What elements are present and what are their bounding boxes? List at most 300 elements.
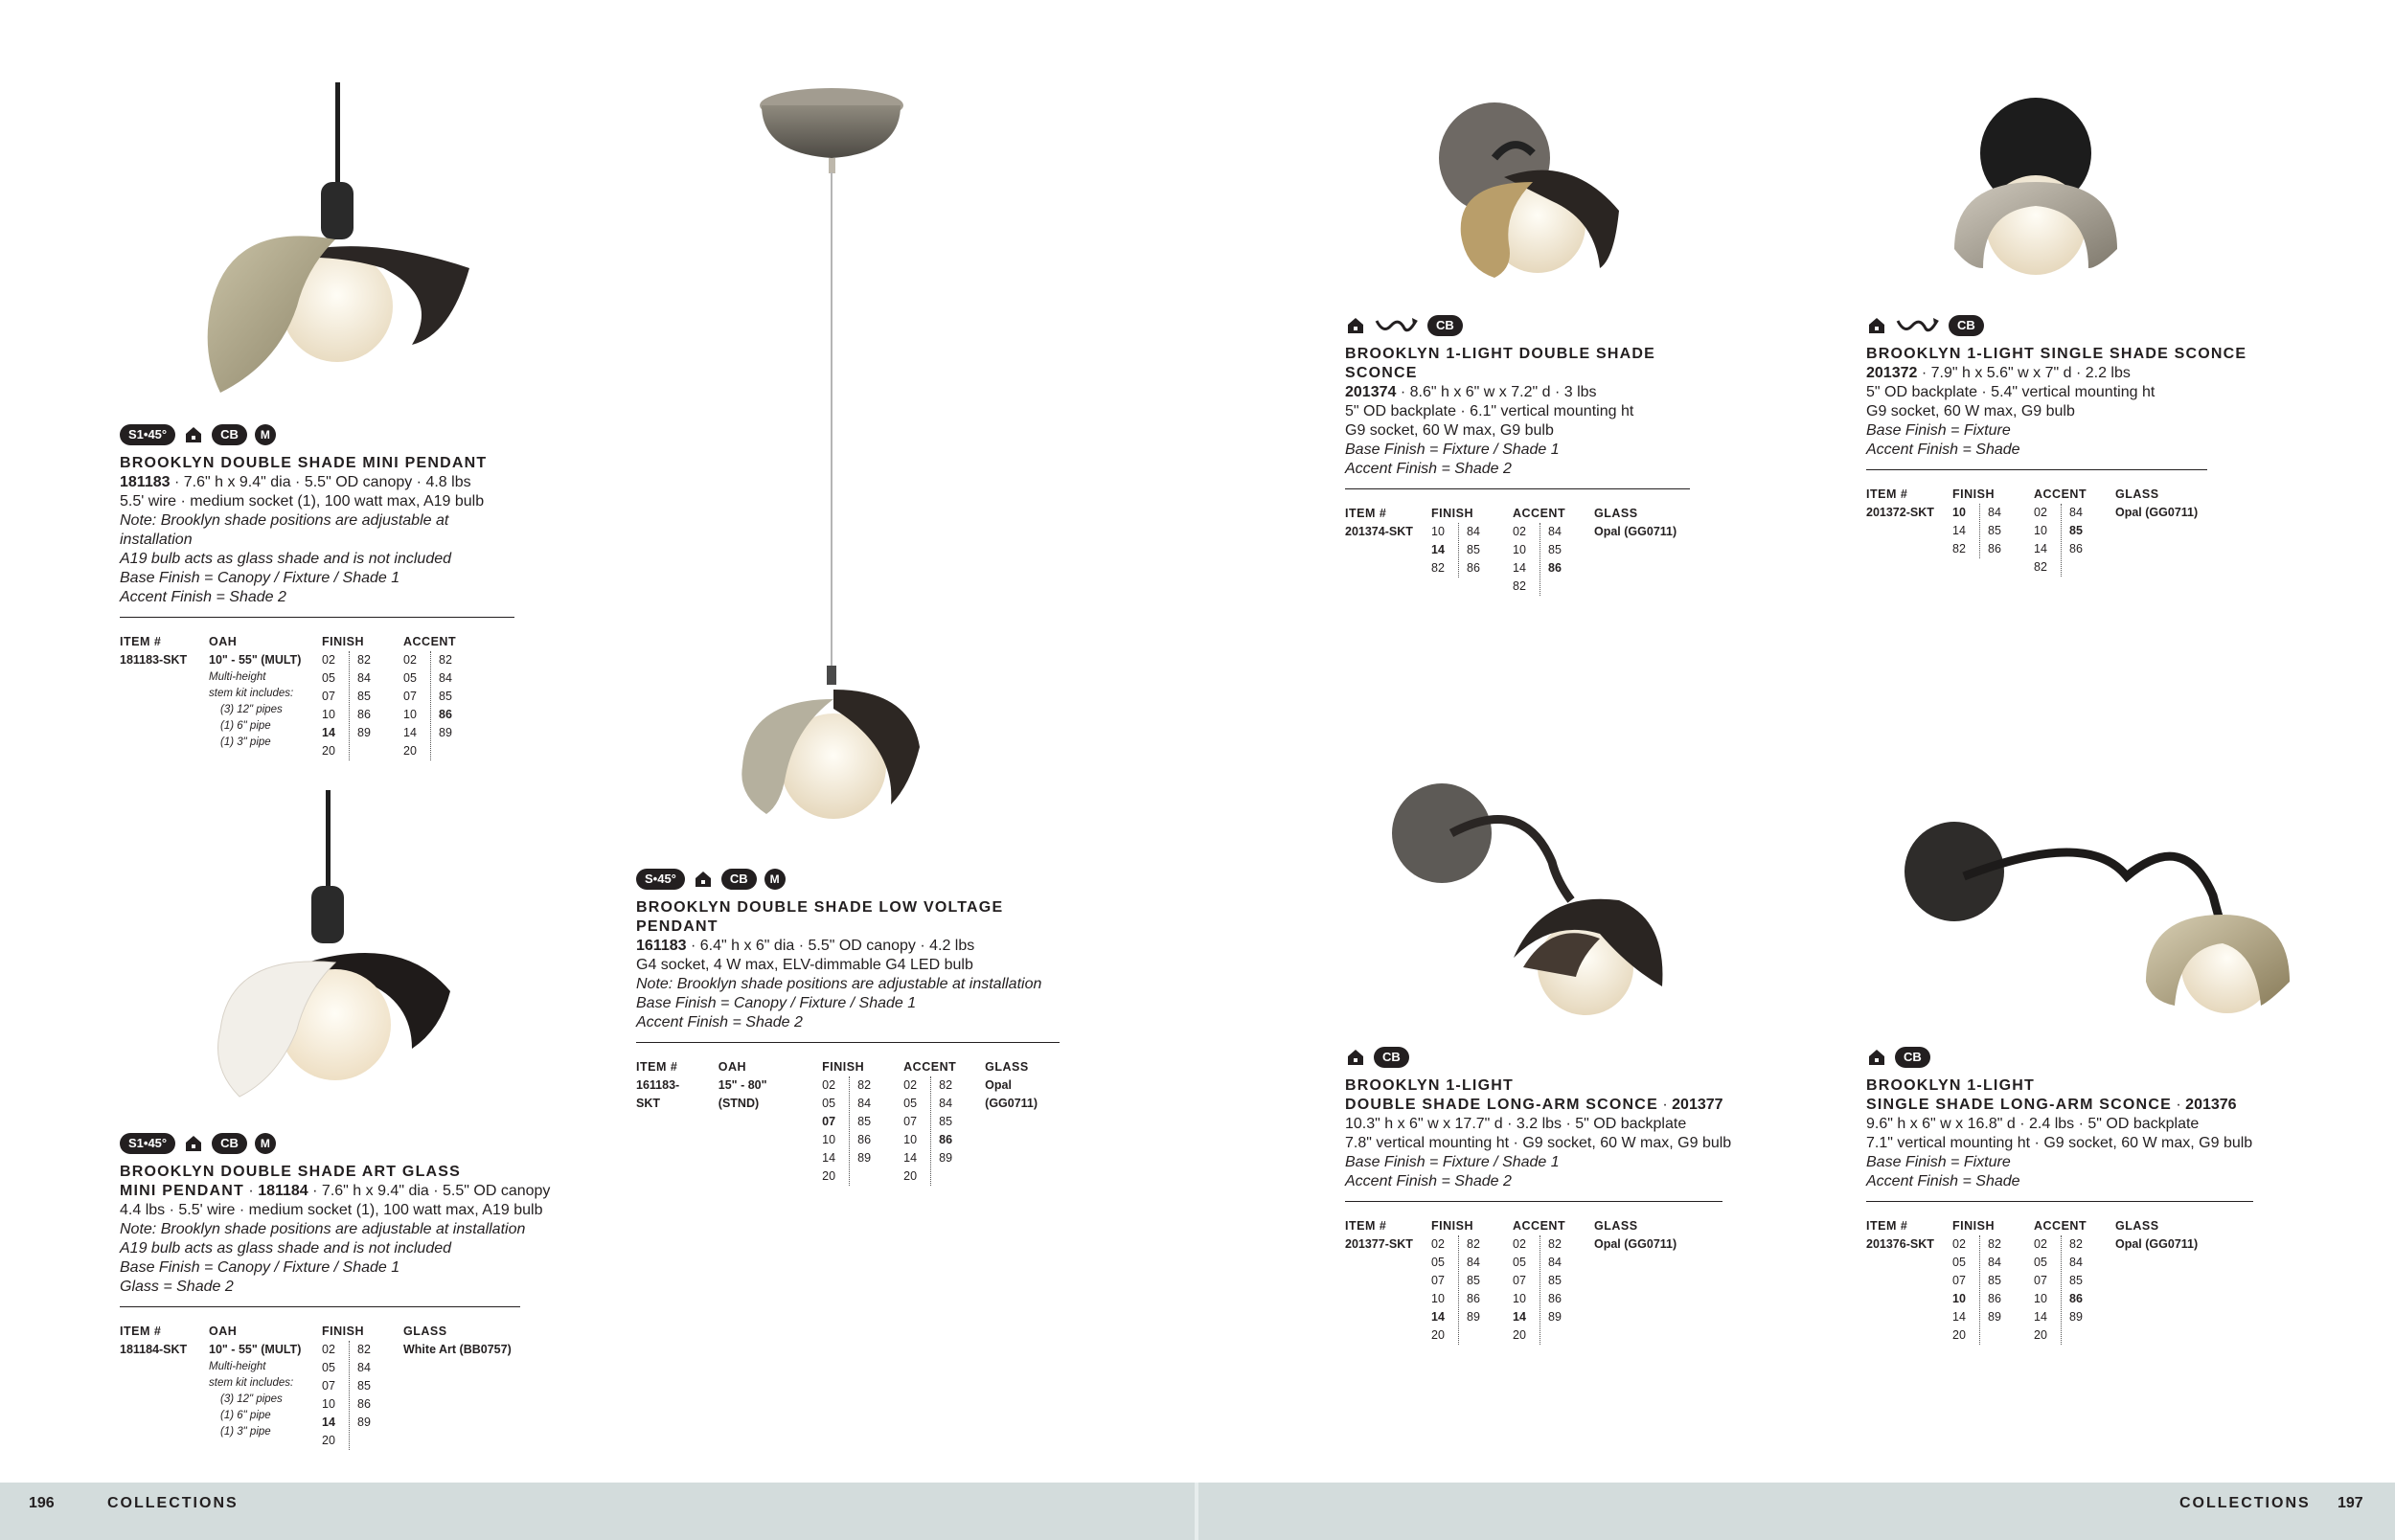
code: 89 <box>439 726 452 739</box>
feature-icons <box>636 868 1077 891</box>
feature-icons <box>1866 314 2249 337</box>
slope-badge: S1•45° <box>120 424 175 445</box>
code: 14 <box>1431 543 1445 556</box>
divider <box>120 617 514 618</box>
header-item: ITEM # <box>1866 487 1908 501</box>
code: 02 <box>1513 1237 1526 1251</box>
accent-col-b <box>2061 504 2098 577</box>
code: 05 <box>2034 1256 2047 1269</box>
accent-col-b <box>1540 523 1577 596</box>
oah-value: 15" - 80" (STND) <box>718 1078 767 1110</box>
cb-badge: CB <box>1427 315 1463 336</box>
dimensions: · 6.4" h x 6" dia · 5.5" OD canopy · 4.2 lbs <box>686 938 975 954</box>
wire-socket: 4.4 lbs · 5.5' wire · medium socket (1), 100 watt max, A19 bulb <box>120 1202 543 1218</box>
code: 20 <box>403 744 417 758</box>
code: 05 <box>1431 1256 1445 1269</box>
slope-badge: S•45° <box>636 869 685 890</box>
oah-note: (3) 12" pipes <box>220 704 283 715</box>
code: 20 <box>2034 1328 2047 1342</box>
header-accent: ACCENT <box>1513 507 1566 520</box>
code: 84 <box>1467 525 1480 538</box>
code: 02 <box>403 653 417 667</box>
header-accent: ACCENT <box>2034 487 2087 501</box>
code: 86 <box>1988 542 2001 555</box>
m-badge: M <box>255 1133 276 1154</box>
page-number-right: 197 <box>2338 1495 2363 1511</box>
code: 82 <box>357 653 371 667</box>
header-finish: FINISH <box>1952 487 1995 501</box>
code: 14 <box>2034 542 2047 555</box>
glass-finish: Glass = Shade 2 <box>120 1279 234 1295</box>
header-oah: OAH <box>209 635 238 648</box>
house-icon <box>1345 1047 1366 1068</box>
note: Note: Brooklyn shade positions are adjustable at installation <box>636 976 1042 992</box>
long-arm-single-sconce-photo <box>1897 809 2299 1030</box>
accent-codes <box>903 1076 968 1186</box>
code: 20 <box>322 744 335 758</box>
finish-col-b <box>1458 1235 1495 1345</box>
finish-codes <box>322 1341 386 1450</box>
code: 84 <box>1467 1256 1480 1269</box>
product-title-2: DOUBLE SHADE LONG-ARM SCONCE <box>1345 1097 1658 1113</box>
wave-icon <box>1895 315 1941 336</box>
accent-codes <box>2034 1235 2098 1345</box>
code: 14 <box>1431 1310 1445 1324</box>
cb-badge: CB <box>1895 1047 1930 1068</box>
section-label-left: COLLECTIONS <box>107 1495 239 1511</box>
mounting-socket: 7.1" vertical mounting ht · G9 socket, 60 W max, G9 bulb <box>1866 1135 2253 1151</box>
double-shade-sconce-photo <box>1437 77 1629 297</box>
item-number: 201372 <box>1866 365 1918 381</box>
feature-icons <box>1345 314 1728 337</box>
base-finish: Base Finish = Fixture / Shade 1 <box>1345 1154 1560 1170</box>
base-finish: Base Finish = Fixture <box>1866 1154 2011 1170</box>
code: 10 <box>1513 543 1526 556</box>
code: 86 <box>2069 1292 2083 1305</box>
finish-col-b <box>849 1076 886 1186</box>
socket: G9 socket, 60 W max, G9 bulb <box>1345 422 1554 439</box>
glass-value: Opal (GG0711) <box>2115 506 2199 519</box>
code: 10 <box>1431 1292 1445 1305</box>
dimensions: · 7.6" h x 9.4" dia · 5.5" OD canopy · 4.8 lbs <box>170 474 471 490</box>
spec-table <box>1866 486 2249 577</box>
code: 85 <box>439 690 452 703</box>
header-finish: FINISH <box>1431 1219 1473 1233</box>
header-glass: GLASS <box>1594 507 1638 520</box>
code: 10 <box>322 708 335 721</box>
product-spec <box>1866 364 2249 383</box>
code: 85 <box>1467 1274 1480 1287</box>
oah-note: Multi-height <box>209 1361 266 1372</box>
finish-col-b <box>349 651 386 760</box>
code: 07 <box>403 690 417 703</box>
header-finish: FINISH <box>322 1325 364 1338</box>
spec-table <box>1345 505 1728 596</box>
base-finish: Base Finish = Canopy / Fixture / Shade 1 <box>120 1259 400 1276</box>
product-161183 <box>636 868 1077 1186</box>
code: 14 <box>822 1151 836 1165</box>
header-item: ITEM # <box>636 1060 678 1074</box>
accent-finish: Accent Finish = Shade 2 <box>636 1014 803 1030</box>
header-glass: GLASS <box>985 1060 1029 1074</box>
oah-note: stem kit includes: <box>209 1377 294 1389</box>
dimensions: 10.3" h x 6" w x 17.7" d · 3.2 lbs · 5" OD backplate <box>1345 1116 1687 1132</box>
feature-icons <box>1866 1046 2269 1069</box>
code: 02 <box>903 1078 918 1092</box>
finish-col-b <box>1979 1235 2017 1345</box>
code: 14 <box>903 1151 918 1165</box>
code: 84 <box>1548 1256 1562 1269</box>
product-spec <box>636 937 1077 956</box>
divider <box>1345 488 1690 489</box>
glass-value: Opal (GG0711) <box>985 1078 1038 1110</box>
code: 86 <box>939 1133 953 1146</box>
code: 07 <box>903 1115 918 1128</box>
spec-table <box>1345 1217 1747 1345</box>
code: 02 <box>2034 506 2047 519</box>
code: 86 <box>1467 561 1480 575</box>
accent-col-a <box>2034 504 2061 577</box>
sku: 201372-SKT <box>1866 506 1934 519</box>
divider <box>1345 1201 1722 1202</box>
code: 14 <box>322 1415 335 1429</box>
code: 89 <box>1467 1310 1480 1324</box>
sku: 201377-SKT <box>1345 1237 1413 1251</box>
code: 89 <box>857 1151 872 1165</box>
code: 86 <box>1548 561 1562 575</box>
code: 85 <box>1548 543 1562 556</box>
code: 82 <box>1988 1237 2001 1251</box>
code: 07 <box>322 690 335 703</box>
accent-finish: Accent Finish = Shade <box>1866 1173 2020 1189</box>
feature-icons <box>120 423 522 446</box>
accent-finish: Accent Finish = Shade <box>1866 442 2020 458</box>
backplate: 5" OD backplate · 5.4" vertical mounting ht <box>1866 384 2156 400</box>
oah-value: 10" - 55" (MULT) <box>209 1343 302 1356</box>
product-title-2: SINGLE SHADE LONG-ARM SCONCE <box>1866 1097 2172 1113</box>
code: 10 <box>2034 1292 2047 1305</box>
oah-note: (3) 12" pipes <box>220 1393 283 1405</box>
code: 20 <box>903 1169 918 1183</box>
sku: 181184-SKT <box>120 1343 188 1356</box>
code: 86 <box>2069 542 2083 555</box>
code: 20 <box>322 1434 335 1447</box>
header-item: ITEM # <box>1345 507 1387 520</box>
code: 10 <box>903 1133 918 1146</box>
cb-badge: CB <box>212 1133 247 1154</box>
accent-codes <box>1513 1235 1577 1345</box>
accent-finish: Accent Finish = Shade 2 <box>120 589 286 605</box>
house-icon <box>1866 315 1887 336</box>
accent-col-b <box>1540 1235 1577 1345</box>
code: 86 <box>357 708 371 721</box>
product-181183 <box>120 423 522 760</box>
code: 10 <box>1513 1292 1526 1305</box>
header-finish: FINISH <box>1952 1219 1995 1233</box>
base-finish: Base Finish = Canopy / Fixture / Shade 1 <box>120 570 400 586</box>
sku: 201376-SKT <box>1866 1237 1934 1251</box>
header-glass: GLASS <box>2115 487 2159 501</box>
glass-value: Opal (GG0711) <box>1594 1237 1677 1251</box>
code: 02 <box>322 653 335 667</box>
accent-col-a <box>903 1076 930 1186</box>
header-glass: GLASS <box>1594 1219 1638 1233</box>
code: 05 <box>1513 1256 1526 1269</box>
accent-col-b <box>930 1076 968 1186</box>
code: 84 <box>357 1361 371 1374</box>
code: 05 <box>822 1097 836 1110</box>
code: 86 <box>357 1397 371 1411</box>
code: 14 <box>403 726 417 739</box>
sku: 161183-SKT <box>636 1078 680 1110</box>
header-finish: FINISH <box>822 1060 865 1074</box>
header-oah: OAH <box>209 1325 238 1338</box>
item-number: 181184 <box>258 1183 308 1199</box>
code: 86 <box>439 708 452 721</box>
finish-col-a <box>1952 1235 1979 1345</box>
code: 14 <box>1513 561 1526 575</box>
product-title: BROOKLYN DOUBLE SHADE MINI PENDANT <box>120 455 488 471</box>
cb-badge: CB <box>1949 315 1984 336</box>
code: 84 <box>439 671 452 685</box>
accent-finish: Accent Finish = Shade 2 <box>1345 461 1512 477</box>
code: 05 <box>903 1097 918 1110</box>
code: 84 <box>2069 506 2083 519</box>
code: 84 <box>939 1097 953 1110</box>
code: 85 <box>1988 524 2001 537</box>
oah-note: (1) 3" pipe <box>220 736 271 748</box>
code: 85 <box>357 1379 371 1393</box>
product-title: BROOKLYN 1-LIGHT SINGLE SHADE SCONCE <box>1866 346 2247 362</box>
product-title: BROOKLYN 1-LIGHT <box>1345 1077 1514 1094</box>
code: 85 <box>1988 1274 2001 1287</box>
accent-col-a <box>403 651 430 760</box>
code: 82 <box>1513 579 1526 593</box>
header-item: ITEM # <box>120 1325 162 1338</box>
accent-col-a <box>1513 523 1540 596</box>
code: 10 <box>2034 524 2047 537</box>
spec-table <box>1866 1217 2269 1345</box>
header-accent: ACCENT <box>403 635 457 648</box>
code: 10 <box>403 708 417 721</box>
code: 84 <box>357 671 371 685</box>
code: 14 <box>322 726 335 739</box>
dimensions: · 7.9" h x 5.6" w x 7" d · 2.2 lbs <box>1917 365 2131 381</box>
code: 10 <box>1431 525 1445 538</box>
accent-col-b <box>2061 1235 2098 1345</box>
finish-col-b <box>1458 523 1495 578</box>
code: 89 <box>1988 1310 2001 1324</box>
code: 82 <box>1467 1237 1480 1251</box>
code: 85 <box>2069 524 2083 537</box>
finish-col-a <box>322 651 349 760</box>
code: 14 <box>2034 1310 2047 1324</box>
product-201377 <box>1345 1046 1747 1345</box>
finish-codes <box>1952 504 2017 558</box>
code: 10 <box>822 1133 836 1146</box>
code: 07 <box>1513 1274 1526 1287</box>
accent-finish: Accent Finish = Shade 2 <box>1345 1173 1512 1189</box>
code: 14 <box>1952 524 1966 537</box>
accent-col-a <box>1513 1235 1540 1345</box>
code: 20 <box>1431 1328 1445 1342</box>
note: Note: Brooklyn shade positions are adjustable at installation <box>120 512 449 548</box>
page-number-left: 196 <box>29 1495 55 1511</box>
code: 05 <box>403 671 417 685</box>
header-oah: OAH <box>718 1060 747 1074</box>
note: A19 bulb acts as glass shade and is not included <box>120 1240 452 1257</box>
item-number: 161183 <box>636 938 687 954</box>
code: 84 <box>1548 525 1562 538</box>
oah-note: (1) 6" pipe <box>220 720 271 732</box>
cb-badge: CB <box>721 869 757 890</box>
code: 86 <box>857 1133 872 1146</box>
finish-codes <box>1431 1235 1495 1345</box>
code: 10 <box>322 1397 335 1411</box>
code: 02 <box>1431 1237 1445 1251</box>
accent-codes <box>2034 504 2098 577</box>
product-title: BROOKLYN 1-LIGHT <box>1866 1077 2035 1094</box>
low-voltage-pendant-photo <box>728 77 939 843</box>
finish-col-a <box>1431 1235 1458 1345</box>
header-finish: FINISH <box>322 635 364 648</box>
header-item: ITEM # <box>120 635 162 648</box>
wave-icon <box>1374 315 1420 336</box>
code: 07 <box>1952 1274 1966 1287</box>
product-spec <box>1345 383 1728 402</box>
oah-note: stem kit includes: <box>209 688 294 699</box>
backplate: 5" OD backplate · 6.1" vertical mounting ht <box>1345 403 1634 419</box>
oah-note: (1) 3" pipe <box>220 1426 271 1438</box>
code: 14 <box>1952 1310 1966 1324</box>
product-spec <box>120 473 522 492</box>
code: 82 <box>439 653 452 667</box>
code: 89 <box>357 726 371 739</box>
page-gutter <box>1195 1483 1198 1540</box>
code: 20 <box>1952 1328 1966 1342</box>
product-title-line: DOUBLE SHADE LONG-ARM SCONCE · 201377 <box>1345 1097 1723 1113</box>
spec-table <box>120 633 522 760</box>
code: 85 <box>1467 543 1480 556</box>
note: Note: Brooklyn shade positions are adjustable at installation <box>120 1221 526 1237</box>
code: 05 <box>322 671 335 685</box>
code: 86 <box>1988 1292 2001 1305</box>
code: 05 <box>322 1361 335 1374</box>
divider <box>120 1306 520 1307</box>
code: 85 <box>2069 1274 2083 1287</box>
item-number: 201377 <box>1672 1097 1723 1113</box>
feature-icons <box>1345 1046 1747 1069</box>
item-number: 201374 <box>1345 384 1397 400</box>
glass-value: White Art (BB0757) <box>403 1343 512 1356</box>
mounting-socket: 7.8" vertical mounting ht · G9 socket, 60 W max, G9 bulb <box>1345 1135 1732 1151</box>
code: 07 <box>2034 1274 2047 1287</box>
code: 84 <box>1988 1256 2001 1269</box>
product-spec: MINI PENDANT · 181184 · 7.6" h x 9.4" dia · 5.5" OD canopy <box>120 1183 551 1199</box>
code: 05 <box>1952 1256 1966 1269</box>
code: 82 <box>939 1078 953 1092</box>
sku: 201374-SKT <box>1345 525 1413 538</box>
finish-col-a <box>822 1076 849 1186</box>
product-title: BROOKLYN DOUBLE SHADE ART GLASS <box>120 1164 462 1180</box>
code: 02 <box>1513 525 1526 538</box>
finish-codes <box>822 1076 886 1186</box>
code: 85 <box>357 690 371 703</box>
code: 89 <box>939 1151 953 1165</box>
socket: G9 socket, 60 W max, G9 bulb <box>1866 403 2075 419</box>
code: 10 <box>1952 1292 1966 1305</box>
code: 89 <box>357 1415 371 1429</box>
code: 02 <box>822 1078 836 1092</box>
wire-socket: 5.5' wire · medium socket (1), 100 watt max, A19 bulb <box>120 493 485 510</box>
accent-col-a <box>2034 1235 2061 1345</box>
spec-table <box>120 1323 551 1450</box>
dimensions: · 7.6" h x 9.4" dia · 5.5" OD canopy <box>308 1183 551 1199</box>
house-icon <box>1345 315 1366 336</box>
art-glass-pendant-photo <box>192 790 479 1135</box>
header-accent: ACCENT <box>2034 1219 2087 1233</box>
header-glass: GLASS <box>2115 1219 2159 1233</box>
header-glass: GLASS <box>403 1325 447 1338</box>
finish-codes <box>1431 523 1495 578</box>
oah-note: (1) 6" pipe <box>220 1410 271 1421</box>
product-201374 <box>1345 314 1728 596</box>
divider <box>636 1042 1060 1043</box>
code: 02 <box>1952 1237 1966 1251</box>
note: A19 bulb acts as glass shade and is not included <box>120 551 452 567</box>
long-arm-double-sconce-photo <box>1380 776 1686 1034</box>
code: 86 <box>1467 1292 1480 1305</box>
product-181184 <box>120 1132 551 1450</box>
oah-value: 10" - 55" (MULT) <box>209 653 302 667</box>
base-finish: Base Finish = Fixture <box>1866 422 2011 439</box>
glass-value: Opal (GG0711) <box>1594 525 1677 538</box>
code: 82 <box>857 1078 872 1092</box>
sku: 181183-SKT <box>120 653 188 667</box>
product-title: BROOKLYN 1-LIGHT DOUBLE SHADE SCONCE <box>1345 346 1656 381</box>
section-label-right: COLLECTIONS <box>2179 1495 2311 1511</box>
m-badge: M <box>255 424 276 445</box>
cb-badge: CB <box>212 424 247 445</box>
header-item: ITEM # <box>1866 1219 1908 1233</box>
product-title-2: MINI PENDANT <box>120 1183 244 1199</box>
finish-col-b <box>1979 504 2017 558</box>
code: 82 <box>2069 1237 2083 1251</box>
code: 85 <box>1548 1274 1562 1287</box>
code: 20 <box>822 1169 836 1183</box>
slope-badge: S1•45° <box>120 1133 175 1154</box>
single-shade-sconce-photo <box>1945 77 2136 297</box>
divider <box>1866 469 2207 470</box>
item-number: 201376 <box>2185 1097 2237 1113</box>
mini-pendant-photo <box>192 77 479 421</box>
code: 14 <box>1513 1310 1526 1324</box>
item-number: 181183 <box>120 474 171 490</box>
dimensions: 9.6" h x 6" w x 16.8" d · 2.4 lbs · 5" OD backplate <box>1866 1116 2200 1132</box>
oah-note: Multi-height <box>209 671 266 683</box>
code: 89 <box>1548 1310 1562 1324</box>
code: 02 <box>2034 1237 2047 1251</box>
product-201376 <box>1866 1046 2269 1345</box>
divider <box>1866 1201 2253 1202</box>
code: 07 <box>822 1115 836 1128</box>
accent-col-b <box>430 651 468 760</box>
feature-icons <box>120 1132 551 1155</box>
code: 85 <box>857 1115 872 1128</box>
house-icon <box>183 424 204 445</box>
code: 86 <box>1548 1292 1562 1305</box>
finish-codes <box>1952 1235 2017 1345</box>
